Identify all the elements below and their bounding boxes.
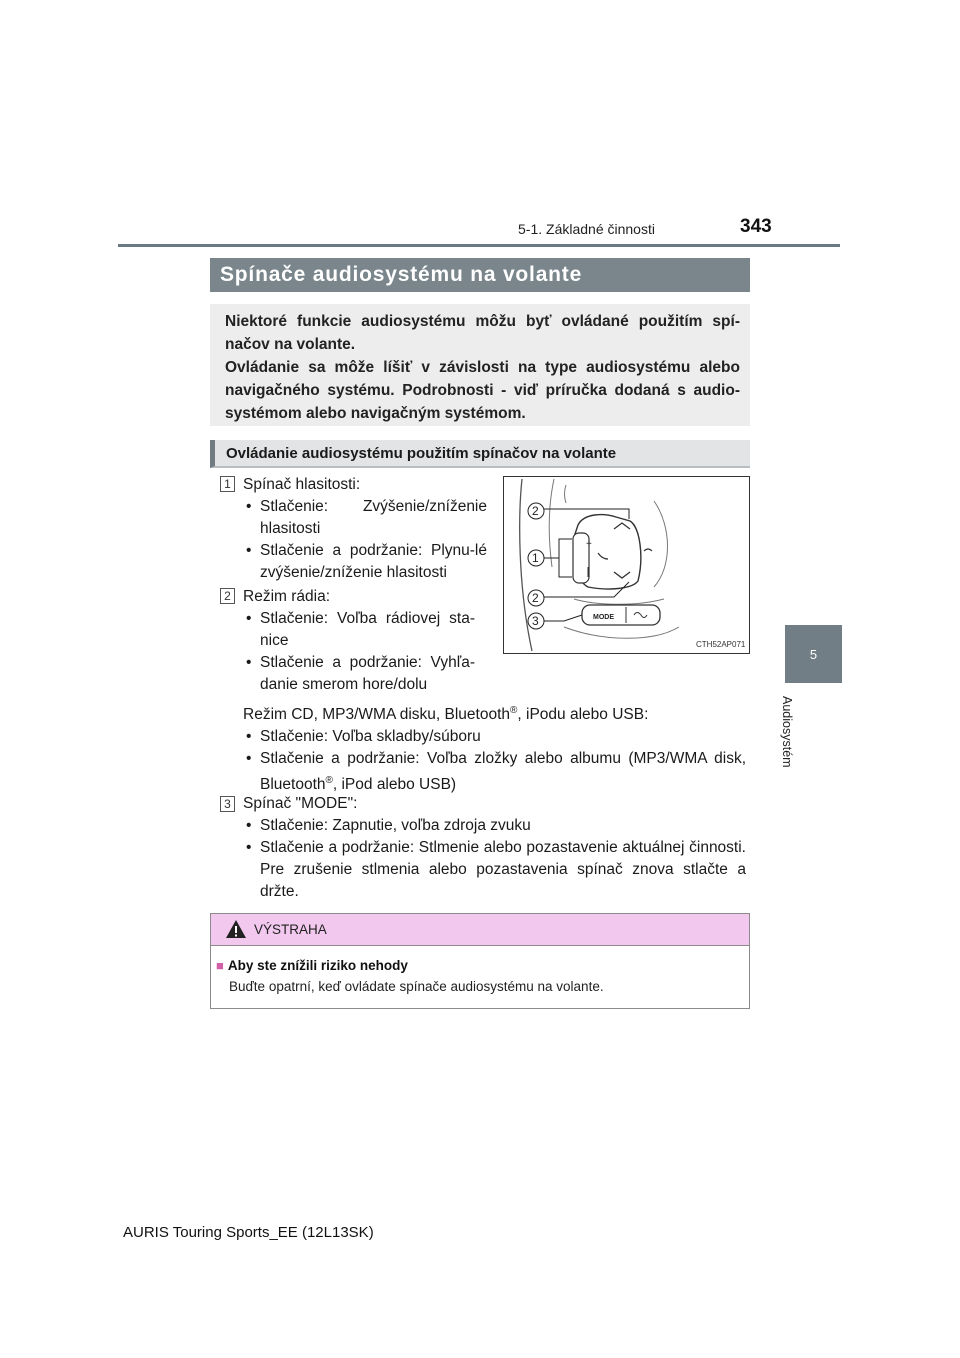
intro-box [210,304,750,426]
bullet-list [243,496,487,584]
bullet-list [243,726,746,796]
list-item: • Stlačenie: Zvýšenie/zníženie hlasitosti [243,496,487,540]
page-number: 343 [740,216,772,237]
square-bullet-icon: ■ [216,958,224,973]
chapter-number: 5 [809,646,818,662]
footer-model: AURIS Touring Sports_EE (12L13SK) [123,1224,374,1241]
warning-subtitle: ■ Aby ste znížili riziko nehody [216,958,408,973]
item-media [243,700,746,796]
bullet-list [243,608,475,696]
list-item: • Stlačenie a podržanie: Vyhľa-danie smerom hore/dolu [243,652,475,696]
chapter-label: Audiosystém [780,696,794,768]
list-item: • Stlačenie: Zapnutie, voľba zdroja zvuku [243,815,746,837]
item-heading: Režim CD, MP3/WMA disku, Bluetooth®, iPodu alebo USB: [243,705,649,724]
plus-label: + [586,539,592,550]
steering-wheel-illustration [504,477,749,653]
steering-switch-diagram [503,476,750,654]
warning-triangle-icon [225,919,247,939]
chapter-tab [785,625,842,683]
item-heading: Spínač "MODE": [243,795,358,812]
page-title: Spínače audiosystému na volante [210,258,750,292]
intro-line-2: Ovládanie sa môže líšiť v závislosti na type audiosystému alebo navigačného systému. Podrobnosti - viď príručka dodaná s audio-systémom alebo navigačným systémom. [225,359,740,422]
header-divider [118,244,840,247]
warning-header [211,914,749,946]
callout-number: 2 [532,591,539,605]
callout-number: 2 [532,504,539,518]
item-number-badge: 3 [220,796,235,812]
list-item: • Stlačenie: Voľba rádiovej sta-nice [243,608,475,652]
warning-text: Buďte opatrní, keď ovládate spínače audiosystému na volante. [229,979,604,994]
item-number-badge: 1 [220,476,235,492]
intro-line-1: Niektoré funkcie audiosystému môžu byť ovládané použitím spí-načov na volante. [225,313,740,353]
item-number-badge: 2 [220,588,235,604]
list-item: • Stlačenie a podržanie: Plynu-lé zvýšenie/zníženie hlasitosti [243,540,487,584]
item-volume [243,474,487,584]
item-radio [243,586,475,696]
item-mode [243,793,746,903]
warning-title: VÝSTRAHA [254,922,327,937]
bullet-list [243,815,746,903]
mode-label: MODE [593,614,614,621]
callout-number: 3 [532,614,539,628]
item-heading: Spínač hlasitosti: [243,476,361,493]
callout-number: 1 [532,551,539,565]
subheading: Ovládanie audiosystému použitím spínačov na volante [210,440,750,468]
item-heading: Režim rádia: [243,588,330,605]
list-item: • Stlačenie: Voľba skladby/súboru [243,726,746,748]
list-item: • Stlačenie a podržanie: Stlmenie alebo pozastavenie aktuálnej činnosti. Pre zrušenie stlmenia alebo pozastavenia spínač znova stlačte a držte. [243,837,746,903]
warning-box [210,913,750,1009]
section-title: 5-1. Základné činnosti [518,221,655,237]
list-item: • Stlačenie a podržanie: Voľba zložky alebo albumu (MP3/WMA disk, Bluetooth®, iPod alebo USB) [243,748,746,796]
image-code: CTH52AP071 [696,640,746,649]
